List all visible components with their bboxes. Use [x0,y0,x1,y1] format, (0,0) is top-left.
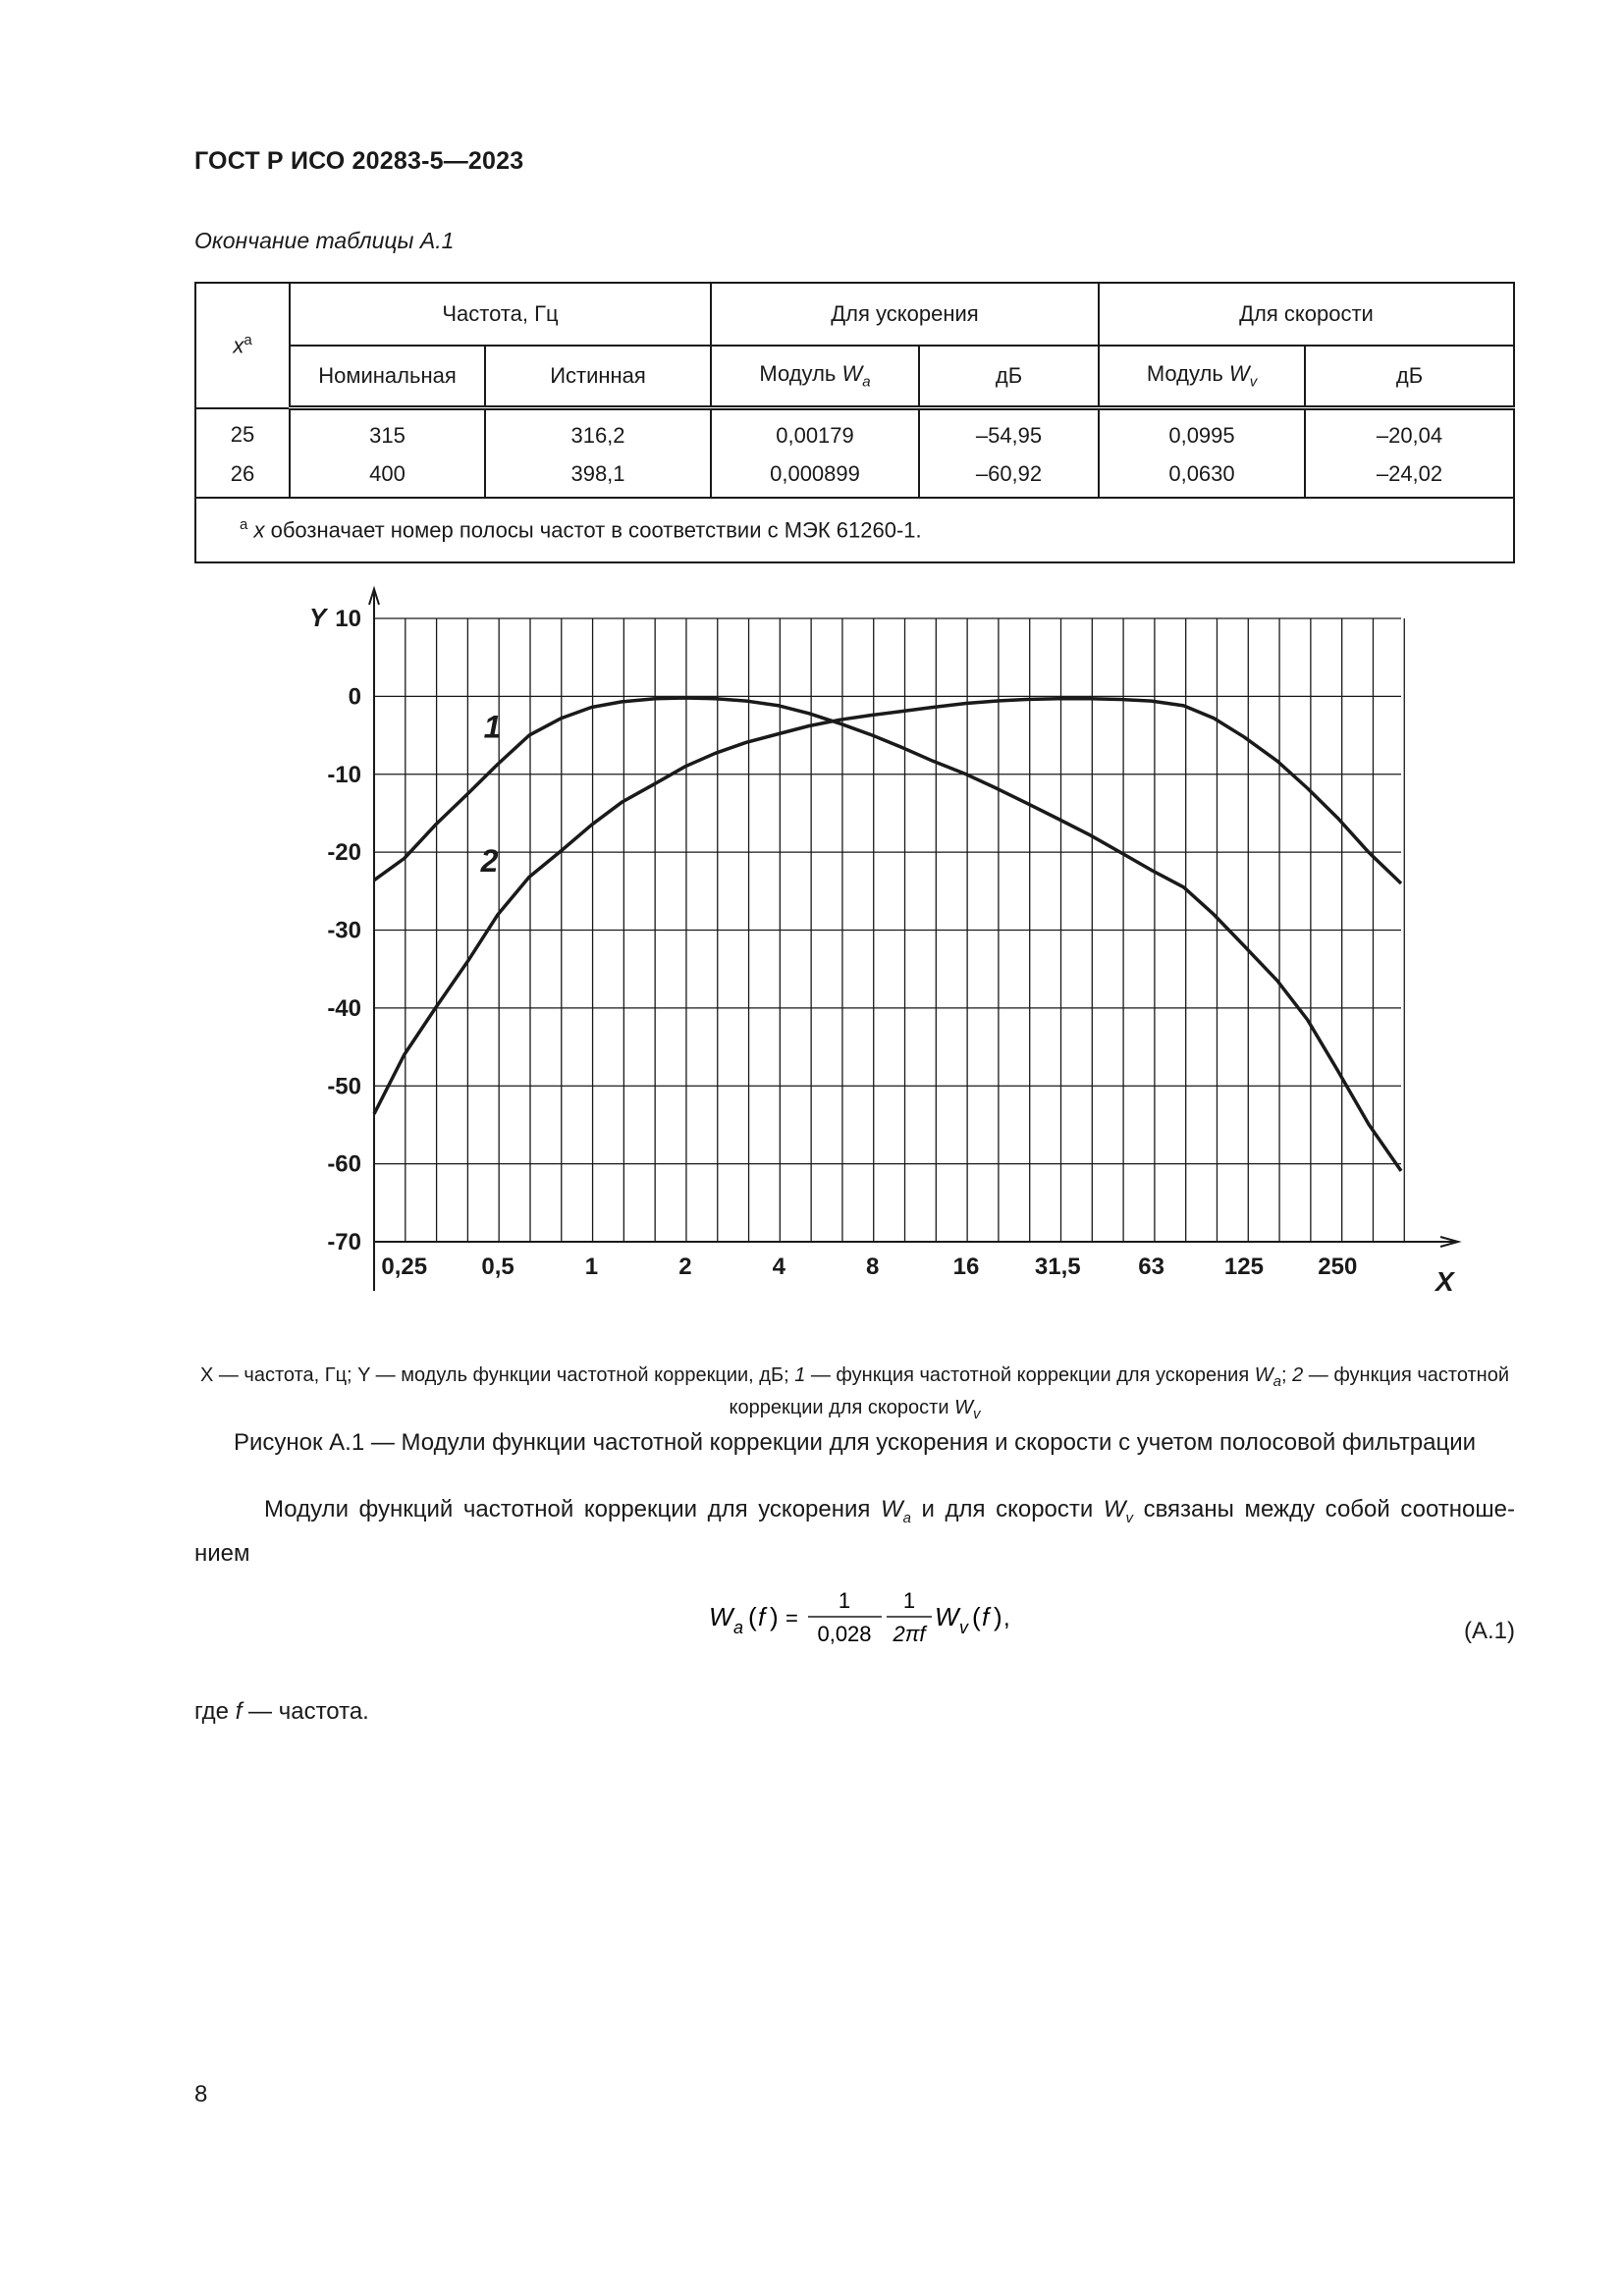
formula-lhs-w: W [709,1602,733,1631]
data-table [194,282,1515,563]
x-tick-label: 31,5 [1034,1254,1081,1280]
figure-legend: X — частота, Гц; Y — модуль функции частотной коррекции, дБ; 1 — функция частотной коррекции для ускорения $W_a$; 2 — функция частотной коррекции для скорости $W_v$ [199,1364,1510,1422]
cell-wv: 0,0995 [1099,408,1305,455]
header-x: $x^a$ [195,283,290,408]
y-tick-label: -10 [327,761,361,788]
document-header: ГОСТ Р ИСО 20283-5—2023 [194,147,524,175]
y-tick-label: -40 [327,994,361,1022]
x-tick-label: 0,25 [381,1254,428,1280]
equation-number: (А.1) [1463,1618,1515,1644]
cell-wv-db: –24,02 [1305,454,1514,498]
header-true: Истинная [485,346,711,408]
body-paragraph: Модули функций частотной коррекции для ускорения $W_a$ и для скорости $W_v$ связаны между собой соотноше-ниeм [194,1496,1515,1567]
x-axis-label: X [1435,1266,1454,1297]
y-tick-label: -20 [327,839,361,867]
formula-num2: 1 [902,1588,916,1613]
formula-rhs-sub: v [959,1618,968,1637]
formula-den1: 0,028 [817,1622,872,1646]
y-tick-label: -60 [327,1150,361,1178]
header-db-accel: дБ [919,346,1099,408]
cell-wv: 0,0630 [1099,454,1305,498]
chart-tick-labels [309,603,1456,1297]
cell-nominal: 315 [290,408,485,455]
cell-wa: 0,00179 [711,408,919,455]
cell-true: 316,2 [485,408,711,455]
y-tick-label: 0 [348,683,361,711]
formula-rparen-2: ) [994,1602,1002,1631]
x-tick-label: 0,5 [481,1254,514,1280]
table-row [195,454,1514,498]
formula-rparen: ) [770,1602,779,1631]
series-1-line [374,698,1401,1171]
y-tick-label: -50 [327,1073,361,1100]
header-acceleration: Для ускорения [711,283,1099,346]
formula-rhs-arg: f [982,1602,990,1631]
where-clause: где f — частота. [194,1698,369,1725]
header-nominal: Номинальная [290,346,485,408]
y-tick-label: -70 [327,1229,361,1255]
x-tick-label: 250 [1318,1254,1358,1280]
chart-curves [374,698,1401,1171]
y-tick-label: 10 [335,606,361,632]
x-tick-label: 16 [952,1254,980,1280]
table-caption: Окончание таблицы А.1 [194,228,455,253]
cell-x: 26 [195,454,290,498]
table-row [195,408,1514,455]
series-2-line [374,699,1401,1114]
cell-wa: 0,000899 [711,454,919,498]
formula-den2: 2πf [893,1622,926,1646]
header-frequency: Частота, Гц [290,283,711,346]
page-number: 8 [194,2081,208,2108]
formula-lparen-2: ( [972,1602,981,1631]
x-tick-label: 63 [1138,1254,1164,1280]
x-tick-label: 4 [772,1254,785,1280]
cell-wa-db: –60,92 [919,454,1099,498]
x-tick-label: 1 [584,1254,599,1280]
formula-comma: , [1003,1605,1010,1631]
figure-caption: Рисунок А.1 — Модули функции частотной коррекции для ускорения и скорости с учетом полосовой фильтрации [233,1429,1477,1456]
header-velocity: Для скорости [1099,283,1514,346]
cell-wa-db: –54,95 [919,408,1099,455]
formula-rhs-w: W [935,1602,959,1631]
formula-lparen: ( [748,1602,757,1631]
cell-x: 25 [195,408,290,455]
cell-nominal: 400 [290,454,485,498]
chart-axes [369,589,1458,1291]
formula-equals: = [785,1606,798,1630]
series-1-label: 1 [483,709,502,745]
header-modulus-wv: Модуль $W_v$ [1099,346,1305,408]
x-tick-label: 8 [865,1254,880,1280]
formula-num1: 1 [838,1588,851,1613]
x-tick-label: 125 [1223,1254,1264,1280]
table-footnote: $^a$ x обозначает номер полосы частот в соответствии с МЭК 61260-1. [195,498,1514,562]
header-db-vel: дБ [1305,346,1514,408]
x-tick-label: 2 [678,1254,692,1280]
series-2-label: 2 [480,843,499,880]
formula-lhs-sub: a [733,1618,744,1637]
cell-true: 398,1 [485,454,711,498]
formula-a1 [707,1578,1119,1657]
header-modulus-wa: Модуль $W_a$ [711,346,919,408]
frequency-response-chart [295,574,1473,1340]
y-axis-label: Y [309,603,327,632]
cell-wv-db: –20,04 [1305,408,1514,455]
formula-lhs-arg: f [758,1602,766,1631]
y-tick-label: -30 [327,917,361,944]
